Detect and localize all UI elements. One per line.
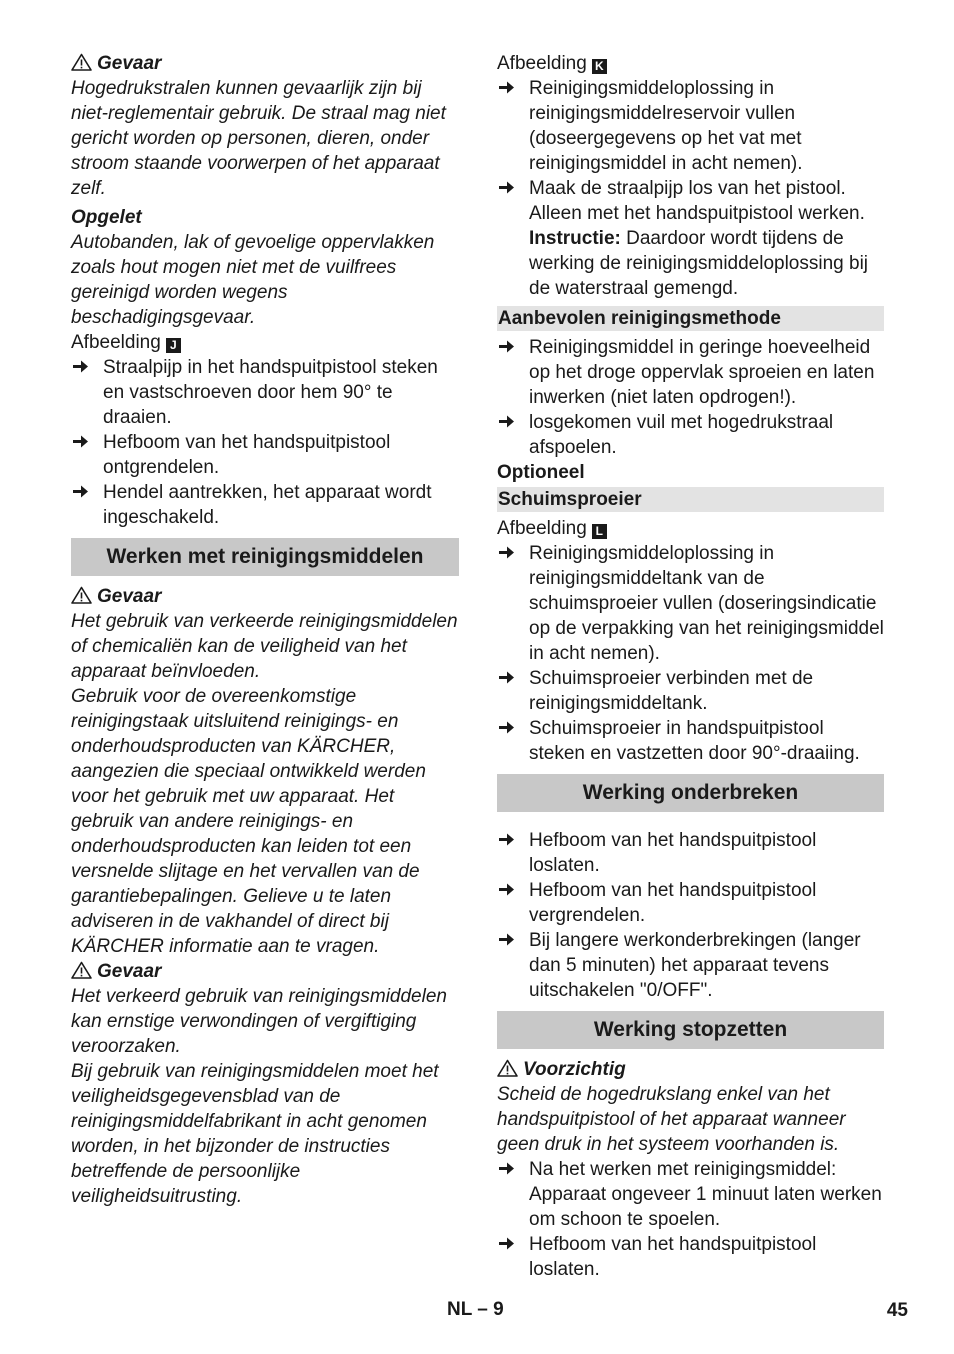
warning-text: Bij gebruik van reinigingsmiddelen moet het veiligheidsgegevensblad van de reinigingsmiddelfabrikant in acht genomen worden, in het bijzonder de instructies betreffende de persoonlijke veiligheidsuitrusting. — [71, 1061, 439, 1207]
list-item: losgekomen vuil met hogedrukstraal afspoelen. — [497, 410, 884, 460]
page-number: 45 — [886, 1300, 908, 1321]
list-item: Schuimsproeier in handspuitpistool steken en vastzetten door 90°-draaiing. — [497, 716, 884, 766]
section-heading: Werking stopzetten — [497, 1011, 884, 1049]
warning-text: Het verkeerd gebruik van reinigingsmiddelen kan ernstige verwondingen of vergiftiging veroorzaken. — [71, 986, 447, 1057]
warning-triangle-icon — [71, 51, 97, 76]
caution-text: Autobanden, lak of gevoelige oppervlakken zoals hout mogen niet met de vuilfrees gereinigd worden wegens beschadigingsgevaar. — [71, 232, 435, 328]
warning-text: Gebruik voor de overeenkomstige reinigingstaak uitsluitend reinigings- en onderhoudsproducten van KÄRCHER, aangezien die speciaal ontwikkeld werden voor het gebruik met uw apparaat. Het gebruik van andere reinigings- en onderhoudsproducten kan leiden tot een versnelde slijtage en het vervallen van de garantiebepalingen. Gelieve u te laten adviseren in de vakhandel of direct bij KÄRCHER informatie aan te vragen. — [71, 686, 426, 957]
list-item: Hefboom van het handspuitpistool ontgrendelen. — [71, 430, 459, 480]
caution-heading: Voorzichtig — [497, 1057, 884, 1082]
list-item: Schuimsproeier verbinden met de reinigingsmiddeltank. — [497, 666, 884, 716]
arrow-right-icon — [71, 480, 93, 505]
instruction-label: Instructie: — [529, 228, 621, 249]
section-heading: Werking onderbreken — [497, 774, 884, 812]
warning-text: Hogedrukstralen kunnen gevaarlijk zijn bij niet-reglementair gebruik. De straal mag niet gericht worden op personen, dieren, onder stroom staande voorwerpen of het apparaat zelf. — [71, 78, 446, 199]
arrow-right-icon — [497, 1232, 519, 1257]
list-item: Reinigingsmiddeloplossing in reinigingsmiddelreservoir vullen (doseergegevens op het vat met reinigingsmiddel in acht nemen). — [497, 76, 884, 176]
warning-heading: Gevaar — [71, 51, 459, 76]
arrow-right-icon — [497, 176, 519, 201]
figure-reference: Afbeelding K — [497, 51, 884, 76]
arrow-right-icon — [497, 878, 519, 903]
arrow-right-icon — [71, 355, 93, 380]
list-item: Hendel aantrekken, het apparaat wordt ingeschakeld. — [71, 480, 459, 530]
warning-triangle-icon — [71, 584, 97, 609]
list-item: Hefboom van het handspuitpistool loslaten. — [497, 1232, 884, 1282]
instruction-text: Daardoor wordt tijdens de werking de reinigingsmiddeloplossing bij de waterstraal gemengd. — [529, 228, 869, 299]
figure-reference: Afbeelding J — [71, 330, 459, 355]
arrow-right-icon — [497, 541, 519, 566]
arrow-right-icon — [497, 928, 519, 953]
section-heading: Werken met reinigingsmiddelen — [71, 538, 459, 576]
list-item: Reinigingsmiddeloplossing in reinigingsmiddeltank van de schuimsproeier vullen (doseringsindicatie op de verpakking van het reinigingsmiddel in acht nemen). — [497, 541, 884, 666]
footer-language-page: NL – 9 — [447, 1299, 504, 1320]
list-item: Maak de straalpijp los van het pistool. Alleen met het handspuitpistool werken. Instructie: Daardoor wordt tijdens de werking de reinigingsmiddeloplossing bij de waterstraal gemengd. — [497, 176, 884, 301]
list-item: Na het werken met reinigingsmiddel: Apparaat ongeveer 1 minuut laten werken om schoon te spoelen. — [497, 1157, 884, 1232]
warning-text: Het gebruik van verkeerde reinigingsmiddelen of chemicaliën kan de veiligheid van het apparaat beïnvloeden. — [71, 611, 458, 682]
list-item: Reinigingsmiddel in geringe hoeveelheid op het droge oppervlak sproeien en laten inwerken (niet laten opdrogen!). — [497, 335, 884, 410]
warning-triangle-icon — [71, 959, 97, 984]
arrow-right-icon — [497, 716, 519, 741]
arrow-right-icon — [497, 410, 519, 435]
figure-letter-badge: J — [166, 338, 181, 353]
list-item: Hefboom van het handspuitpistool vergrendelen. — [497, 878, 884, 928]
figure-reference: Afbeelding L — [497, 516, 884, 541]
right-column — [497, 51, 884, 1282]
optional-label: Optioneel — [497, 462, 585, 483]
caution-text: Scheid de hogedrukslang enkel van het handspuitpistool of het apparaat wanneer geen druk in het systeem voorhanden is. — [497, 1084, 846, 1155]
caution-heading: Opgelet — [71, 207, 142, 228]
arrow-right-icon — [497, 1157, 519, 1182]
warning-heading: Gevaar — [71, 584, 459, 609]
arrow-right-icon — [497, 335, 519, 360]
warning-heading: Gevaar — [71, 959, 459, 984]
warning-triangle-icon — [497, 1057, 523, 1082]
arrow-right-icon — [497, 76, 519, 101]
left-column — [71, 51, 459, 1209]
list-item: Straalpijp in het handspuitpistool steken en vastschroeven door hem 90° te draaien. — [71, 355, 459, 430]
list-item: Hefboom van het handspuitpistool loslaten. — [497, 828, 884, 878]
arrow-right-icon — [497, 828, 519, 853]
subsection-heading: Aanbevolen reinigingsmethode — [497, 306, 884, 331]
figure-letter-badge: L — [592, 524, 607, 539]
arrow-right-icon — [497, 666, 519, 691]
arrow-right-icon — [71, 430, 93, 455]
list-item: Bij langere werkonderbrekingen (langer dan 5 minuten) het apparaat tevens uitschakelen "0/OFF". — [497, 928, 884, 1003]
subsection-heading: Schuimsproeier — [497, 487, 884, 512]
figure-letter-badge: K — [592, 59, 607, 74]
